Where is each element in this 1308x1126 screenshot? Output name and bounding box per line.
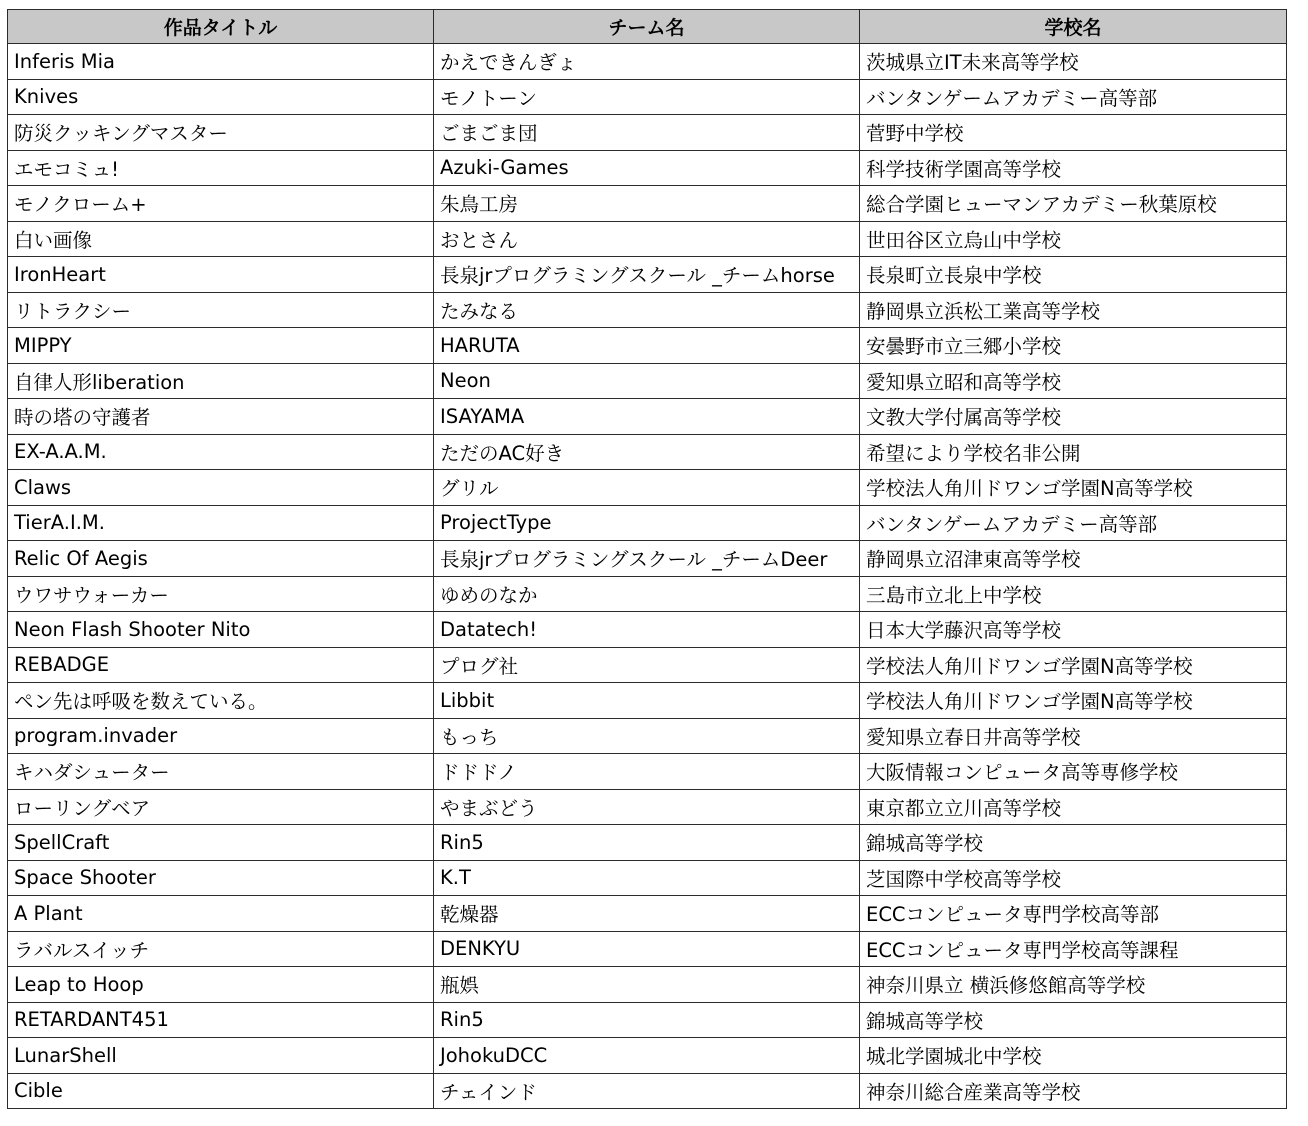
school-name-cell: 芝国際中学校高等学校 xyxy=(860,860,1287,896)
team-name-cell: ProjectType xyxy=(434,505,860,541)
school-name-cell: 静岡県立沼津東高等学校 xyxy=(860,541,1287,577)
team-name-cell: Azuki-Games xyxy=(434,150,860,186)
work-title-cell: program.invader xyxy=(8,718,434,754)
school-name-cell: 安曇野市立三郷小学校 xyxy=(860,328,1287,364)
team-name-cell: やまぶどう xyxy=(434,789,860,825)
school-name-cell: 神奈川県立 横浜修悠館高等学校 xyxy=(860,967,1287,1003)
work-title-cell: 自律人形liberation xyxy=(8,363,434,399)
work-title-cell: Knives xyxy=(8,79,434,115)
team-name-cell: ドドドノ xyxy=(434,754,860,790)
team-name-cell: Rin5 xyxy=(434,825,860,861)
table-row xyxy=(8,789,1287,825)
school-name-cell: ECCコンピュータ専門学校高等課程 xyxy=(860,931,1287,967)
table-row xyxy=(8,1073,1287,1109)
table-row xyxy=(8,718,1287,754)
school-name-cell: 錦城高等学校 xyxy=(860,1002,1287,1038)
work-title-cell: REBADGE xyxy=(8,647,434,683)
team-name-cell: ただのAC好き xyxy=(434,434,860,470)
table-row xyxy=(8,257,1287,293)
table-row xyxy=(8,647,1287,683)
work-title-cell: Leap to Hoop xyxy=(8,967,434,1003)
table-row xyxy=(8,150,1287,186)
work-title-cell: A Plant xyxy=(8,896,434,932)
table-row xyxy=(8,79,1287,115)
school-name-cell: バンタンゲームアカデミー高等部 xyxy=(860,79,1287,115)
team-name-cell: プログ社 xyxy=(434,647,860,683)
school-name-cell: 菅野中学校 xyxy=(860,115,1287,151)
team-name-cell: グリル xyxy=(434,470,860,506)
team-name-cell: Neon xyxy=(434,363,860,399)
school-name-cell: 茨城県立IT未来高等学校 xyxy=(860,44,1287,80)
team-name-cell: もっち xyxy=(434,718,860,754)
table-body xyxy=(8,44,1287,1109)
team-name-cell: チェインド xyxy=(434,1073,860,1109)
work-title-cell: Inferis Mia xyxy=(8,44,434,80)
work-title-cell: キハダシューター xyxy=(8,754,434,790)
work-title-cell: Relic Of Aegis xyxy=(8,541,434,577)
work-title-cell: LunarShell xyxy=(8,1038,434,1074)
school-name-cell: 錦城高等学校 xyxy=(860,825,1287,861)
team-name-cell: ごまごま団 xyxy=(434,115,860,151)
team-name-cell: モノトーン xyxy=(434,79,860,115)
school-name-cell: 総合学園ヒューマンアカデミー秋葉原校 xyxy=(860,186,1287,222)
header-school-name: 学校名 xyxy=(860,10,1287,44)
team-name-cell: 長泉jrプログラミングスクール _チームDeer xyxy=(434,541,860,577)
work-title-cell: リトラクシー xyxy=(8,292,434,328)
work-title-cell: IronHeart xyxy=(8,257,434,293)
header-row xyxy=(8,10,1287,44)
work-title-cell: Neon Flash Shooter Nito xyxy=(8,612,434,648)
table-row xyxy=(8,115,1287,151)
table-row xyxy=(8,825,1287,861)
table-row xyxy=(8,470,1287,506)
school-name-cell: 静岡県立浜松工業高等学校 xyxy=(860,292,1287,328)
table-row xyxy=(8,1038,1287,1074)
team-name-cell: おとさん xyxy=(434,221,860,257)
table-row xyxy=(8,186,1287,222)
team-name-cell: ゆめのなか xyxy=(434,576,860,612)
team-name-cell: たみなる xyxy=(434,292,860,328)
table-row xyxy=(8,363,1287,399)
works-table-container xyxy=(7,9,1287,1109)
work-title-cell: Cible xyxy=(8,1073,434,1109)
team-name-cell: 瓶娯 xyxy=(434,967,860,1003)
table-row xyxy=(8,896,1287,932)
table-row xyxy=(8,754,1287,790)
school-name-cell: 文教大学付属高等学校 xyxy=(860,399,1287,435)
school-name-cell: 学校法人角川ドワンゴ学園N高等学校 xyxy=(860,683,1287,719)
table-row xyxy=(8,292,1287,328)
school-name-cell: 東京都立立川高等学校 xyxy=(860,789,1287,825)
table-row xyxy=(8,1002,1287,1038)
school-name-cell: 愛知県立昭和高等学校 xyxy=(860,363,1287,399)
table-row xyxy=(8,683,1287,719)
table-row xyxy=(8,434,1287,470)
school-name-cell: 学校法人角川ドワンゴ学園N高等学校 xyxy=(860,647,1287,683)
school-name-cell: 愛知県立春日井高等学校 xyxy=(860,718,1287,754)
table-row xyxy=(8,860,1287,896)
school-name-cell: 神奈川総合産業高等学校 xyxy=(860,1073,1287,1109)
school-name-cell: 長泉町立長泉中学校 xyxy=(860,257,1287,293)
school-name-cell: バンタンゲームアカデミー高等部 xyxy=(860,505,1287,541)
work-title-cell: TierA.I.M. xyxy=(8,505,434,541)
work-title-cell: ローリングベア xyxy=(8,789,434,825)
school-name-cell: 大阪情報コンピュータ高等専修学校 xyxy=(860,754,1287,790)
school-name-cell: 城北学園城北中学校 xyxy=(860,1038,1287,1074)
team-name-cell: ISAYAMA xyxy=(434,399,860,435)
work-title-cell: 時の塔の守護者 xyxy=(8,399,434,435)
work-title-cell: Space Shooter xyxy=(8,860,434,896)
team-name-cell: かえできんぎょ xyxy=(434,44,860,80)
table-row xyxy=(8,328,1287,364)
work-title-cell: エモコミュ! xyxy=(8,150,434,186)
team-name-cell: Rin5 xyxy=(434,1002,860,1038)
work-title-cell: RETARDANT451 xyxy=(8,1002,434,1038)
team-name-cell: Libbit xyxy=(434,683,860,719)
table-row xyxy=(8,576,1287,612)
school-name-cell: 希望により学校名非公開 xyxy=(860,434,1287,470)
works-table xyxy=(7,9,1287,1109)
team-name-cell: 長泉jrプログラミングスクール _チームhorse xyxy=(434,257,860,293)
team-name-cell: 朱鳥工房 xyxy=(434,186,860,222)
work-title-cell: 白い画像 xyxy=(8,221,434,257)
team-name-cell: 乾燥器 xyxy=(434,896,860,932)
work-title-cell: ペン先は呼吸を数えている。 xyxy=(8,683,434,719)
team-name-cell: Datatech! xyxy=(434,612,860,648)
work-title-cell: モノクローム+ xyxy=(8,186,434,222)
team-name-cell: DENKYU xyxy=(434,931,860,967)
team-name-cell: HARUTA xyxy=(434,328,860,364)
school-name-cell: 三島市立北上中学校 xyxy=(860,576,1287,612)
work-title-cell: Claws xyxy=(8,470,434,506)
school-name-cell: 科学技術学園高等学校 xyxy=(860,150,1287,186)
table-row xyxy=(8,44,1287,80)
school-name-cell: 学校法人角川ドワンゴ学園N高等学校 xyxy=(860,470,1287,506)
work-title-cell: ラバルスイッチ xyxy=(8,931,434,967)
header-team-name: チーム名 xyxy=(434,10,860,44)
work-title-cell: EX-A.A.M. xyxy=(8,434,434,470)
table-row xyxy=(8,541,1287,577)
work-title-cell: MIPPY xyxy=(8,328,434,364)
table-row xyxy=(8,399,1287,435)
school-name-cell: 日本大学藤沢高等学校 xyxy=(860,612,1287,648)
table-row xyxy=(8,931,1287,967)
school-name-cell: 世田谷区立烏山中学校 xyxy=(860,221,1287,257)
header-work-title: 作品タイトル xyxy=(8,10,434,44)
work-title-cell: 防災クッキングマスター xyxy=(8,115,434,151)
team-name-cell: JohokuDCC xyxy=(434,1038,860,1074)
school-name-cell: ECCコンピュータ専門学校高等部 xyxy=(860,896,1287,932)
work-title-cell: ウワサウォーカー xyxy=(8,576,434,612)
table-row xyxy=(8,967,1287,1003)
table-row xyxy=(8,505,1287,541)
work-title-cell: SpellCraft xyxy=(8,825,434,861)
table-row xyxy=(8,612,1287,648)
team-name-cell: K.T xyxy=(434,860,860,896)
table-row xyxy=(8,221,1287,257)
